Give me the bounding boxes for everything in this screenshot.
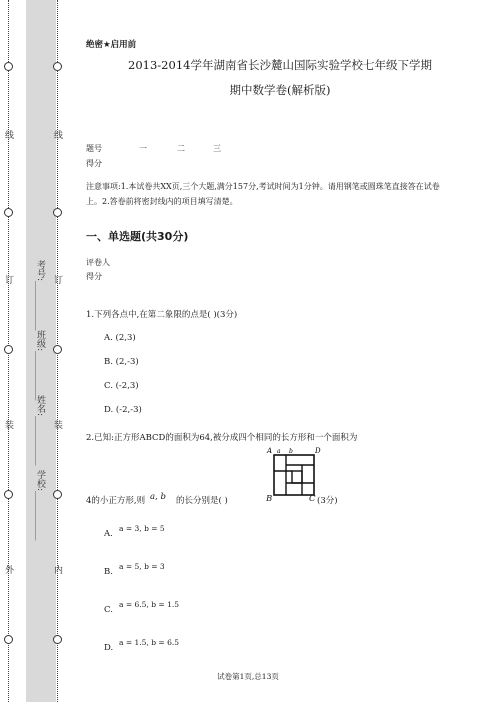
label-d-vertex: D [315,447,321,455]
score-table-row2-label: 得分 [86,159,102,168]
inner-mark: 内 [52,565,62,574]
name-field: 姓名:___________ [35,395,45,466]
inner-mark: 装 [52,420,62,429]
inner-mark: 线 [52,130,62,139]
question-2-option-b-letter: B. [104,567,113,577]
label-b-side: b [289,448,293,455]
question-2-option-c-letter: C. [104,605,113,615]
binding-hole [53,345,62,354]
binding-hole [4,490,13,499]
question-1-option-c: C. (-2,3) [104,381,139,391]
question-2-option-c-value: a = 6.5, b = 1.5 [119,600,179,609]
binding-hole [4,208,13,217]
score-table-row1-label: 题号 [86,144,102,153]
binding-hole [53,490,62,499]
school-field: 学校:___________ [35,470,45,541]
label-a-vertex: A [267,447,273,455]
exam-notice: 注意事项:1.本试卷共XX页,三个大题,满分157分,考试时间为1分钟。请用钢笔或圆珠笔直接答在试卷上。2.答卷前将密封线内的项目填写清楚。 [86,182,440,206]
question-2-stem-line2: 4的小正方形,则 [86,496,146,506]
score-table-col: 二 [177,144,185,153]
question-2-stem-line1: 2.已知:正方形ABCD的面积为64,被分成四个相同的长方形和一个面积为 [86,433,358,443]
outer-mark: 外 [3,565,13,574]
binding-hole [4,62,13,71]
label-a-side: a [277,448,281,455]
ab-variables: a, b [150,492,166,502]
score-table-col: 一 [139,144,147,153]
question-2-option-a-letter: A. [104,529,113,539]
question-2-option-a-value: a = 3, b = 5 [119,524,165,533]
binding-hole [53,635,62,644]
score-label: 得分 [86,272,102,281]
label-b-vertex: B [266,494,273,504]
class-field: 班级:___________ [35,330,45,401]
binding-hole [53,208,62,217]
label-c-vertex: C [309,494,316,504]
outer-square [274,455,314,495]
binding-hole [4,345,13,354]
binding-hole [53,62,62,71]
grader-label: 评卷人 [86,258,110,267]
question-2-stem-blank: 的长分别是( ) [176,496,228,506]
question-2-option-b-value: a = 5, b = 3 [119,562,165,571]
question-1-option-a: A. (2,3) [104,333,136,343]
page-footer: 试卷第1页,总13页 [217,672,279,681]
inner-mark: 订 [52,275,62,284]
question-1-stem: 1.下列各点中,在第二象限的点是( )(3分) [86,310,238,320]
small-square [292,471,302,483]
question-2-option-d-value: a = 1.5, b = 6.5 [119,638,179,647]
score-table-col: 三 [213,144,221,153]
exam-number-field: 考号:___________ [35,260,45,331]
question-1-option-b: B. (2,-3) [104,357,139,367]
binding-strip [0,0,68,702]
question-2-option-d-letter: D. [104,643,114,653]
outer-mark: 装 [3,420,13,429]
binding-hole [4,635,13,644]
outer-mark: 订 [3,275,13,284]
outer-mark: 线 [3,130,13,139]
confidential-label: 绝密★启用前 [86,40,137,50]
section-title: 一、单选题(共30分) [86,230,189,243]
question-1-option-d: D. (-2,-3) [104,405,142,415]
question-2-points: (3分) [317,496,338,506]
exam-title-line2: 期中数学卷(解析版) [229,83,331,97]
exam-title-line1: 2013-2014学年湖南省长沙麓山国际实验学校七年级下学期 [128,58,432,72]
